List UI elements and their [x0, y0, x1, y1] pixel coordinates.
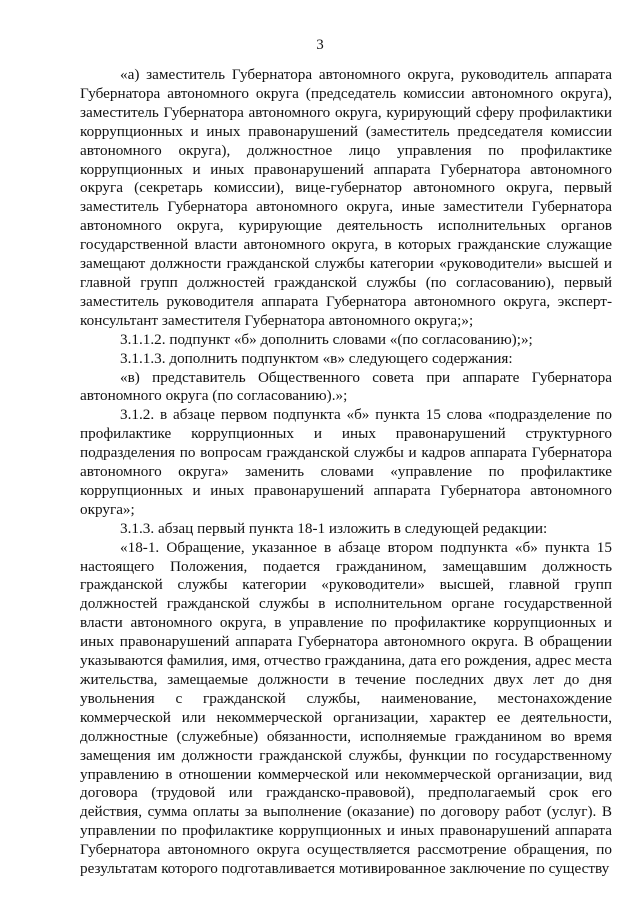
paragraph-3-1-2: 3.1.2. в абзаце первом подпункта «б» пункта 15 слова «подразделение по профилактике коррупционных и иных правонарушений структурного подразделения по вопросам гражданской службы и кадров аппарата Губернатора автономного округа» заменить словами «управление по профилактике коррупционных и иных правонарушений аппарата Губернатора автономного округа»; — [80, 406, 612, 518]
paragraph-3-1-1-3: 3.1.1.3. дополнить подпунктом «в» следующего содержания: — [120, 349, 513, 367]
paragraph-3-1-1-2: 3.1.1.2. подпункт «б» дополнить словами «(по согласованию);»; — [120, 330, 533, 348]
paragraph-3-1-3: 3.1.3. абзац первый пункта 18-1 изложить в следующей редакции: — [120, 519, 548, 537]
paragraph-item-a: «а) заместитель Губернатора автономного округа, руководитель аппарата Губернатора автономного округа (председатель комиссии автономного округа), заместитель Губернатора автономного округа, курирующий сферу профилактики коррупционных и иных правонарушений (заместитель председателя комиссии автономного округа), должностное лицо управления по профилактике коррупционных и иных правонарушений аппарата Губернатора автономного округа (секретарь комиссии), вице-губернатор автономного округа, первый заместитель Губернатора автономного округа, иные заместители Губернатора автономного округа, курирующие деятельность исполнительных органов государственной власти автономного округа, в которых гражданские служащие замещают должности гражданской службы категории «руководители» высшей и главной групп должностей гражданской службы (по согласованию), первый заместитель руководителя аппарата Губернатора автономного округа, эксперт-консультант заместителя Губернатора автономного округа;»; — [80, 66, 612, 329]
page-number: 3 — [316, 37, 324, 53]
paragraph-18-1: «18-1. Обращение, указанное в абзаце втором подпункта «б» пункта 15 настоящего Положения, подается гражданином, замещавшим должность гражданской службы категории «руководители» высшей, главной групп должностей гражданской службы в исполнительном органе государственной власти автономного округа, в управление по профилактике коррупционных и иных правонарушений аппарата Губернатора автономного округа. В обращении указываются фамилия, имя, отчество гражданина, дата его рождения, адрес места жительства, замещаемые должности в течение последних двух лет до дня увольнения с гражданской службы, наименование, местонахождение коммерческой или некоммерческой организации, характер ее деятельности, должностные (служебные) обязанности, исполняемые гражданином во время замещения им должности гражданской службы, функции по государственному управлению в отношении коммерческой или некоммерческой организации, вид договора (трудовой или гражданско-правовой), предполагаемый срок его действия, сумма оплаты за выполнение (оказание) по договору работ (услуг). В управлении по профилактике коррупционных и иных правонарушений аппарата Губернатора автономного округа осуществляется рассмотрение обращения, по результатам которого подготавливается мотивированное заключение по существу — [80, 538, 612, 878]
paragraph-item-v: «в) представитель Общественного совета при аппарате Губернатора автономного округа (по согласованию).»; — [80, 368, 612, 405]
document-body — [80, 66, 612, 879]
